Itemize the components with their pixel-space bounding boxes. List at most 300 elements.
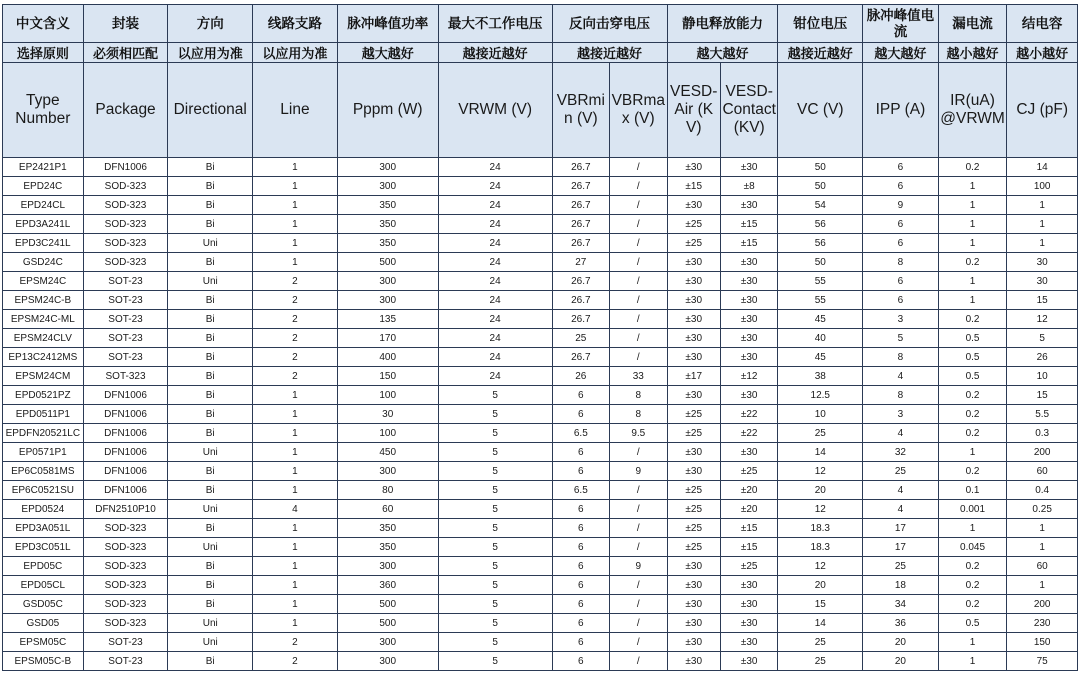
header-cj: CJ (pF) — [1007, 63, 1078, 158]
table-row — [3, 595, 1078, 614]
cell-vrwm: 5 — [438, 462, 552, 481]
cell-vrwm: 5 — [438, 614, 552, 633]
cell-vrwm: 5 — [438, 595, 552, 614]
cell-cj: 5 — [1007, 329, 1078, 348]
cell-vesd-air: ±30 — [667, 576, 720, 595]
cell-vesd-air: ±30 — [667, 386, 720, 405]
cell-vbrmax: / — [610, 500, 667, 519]
cell-ir: 0.2 — [938, 253, 1007, 272]
cell-type-number: EPSM24C-ML — [3, 310, 84, 329]
cell-vbrmax: / — [610, 538, 667, 557]
cell-directional: Bi — [168, 557, 253, 576]
cell-package: SOD-323 — [83, 538, 168, 557]
cell-cj: 1 — [1007, 234, 1078, 253]
cell-vesd-air: ±30 — [667, 595, 720, 614]
header-cn-capacitance: 结电容 — [1007, 5, 1078, 43]
cell-type-number: EPD3A241L — [3, 215, 84, 234]
cell-ipp: 6 — [863, 215, 939, 234]
header-cn-direction: 方向 — [168, 5, 253, 43]
cell-vbrmin: 26 — [552, 367, 609, 386]
cell-ipp: 4 — [863, 481, 939, 500]
cell-cj: 14 — [1007, 158, 1078, 177]
cell-pppm: 300 — [337, 462, 438, 481]
cell-ir: 0.2 — [938, 158, 1007, 177]
cell-pppm: 100 — [337, 386, 438, 405]
cell-package: DFN1006 — [83, 462, 168, 481]
cell-vbrmin: 26.7 — [552, 196, 609, 215]
cell-pppm: 300 — [337, 177, 438, 196]
cell-vrwm: 24 — [438, 196, 552, 215]
cell-package: SOD-323 — [83, 215, 168, 234]
cell-vbrmax: / — [610, 443, 667, 462]
cell-directional: Bi — [168, 481, 253, 500]
cell-vbrmin: 6 — [552, 386, 609, 405]
header-cn-esd-capability: 静电释放能力 — [667, 5, 778, 43]
cell-vc: 25 — [778, 652, 863, 671]
cell-pppm: 350 — [337, 519, 438, 538]
cell-line: 1 — [253, 538, 338, 557]
cell-vesd-contact: ±25 — [720, 462, 777, 481]
cell-ipp: 34 — [863, 595, 939, 614]
header-pppm: Pppm (W) — [337, 63, 438, 158]
cell-vbrmax: 9.5 — [610, 424, 667, 443]
cell-vrwm: 24 — [438, 158, 552, 177]
cell-vbrmax: / — [610, 234, 667, 253]
cell-vc: 12 — [778, 462, 863, 481]
table-row — [3, 557, 1078, 576]
cell-vrwm: 24 — [438, 272, 552, 291]
cell-directional: Bi — [168, 177, 253, 196]
cell-directional: Bi — [168, 519, 253, 538]
cell-vesd-contact: ±30 — [720, 576, 777, 595]
cell-package: DFN2510P10 — [83, 500, 168, 519]
cell-pppm: 450 — [337, 443, 438, 462]
cell-vrwm: 24 — [438, 367, 552, 386]
cell-line: 2 — [253, 291, 338, 310]
cell-vbrmin: 25 — [552, 329, 609, 348]
cell-vbrmax: / — [610, 272, 667, 291]
cell-vbrmin: 27 — [552, 253, 609, 272]
cell-package: SOT-23 — [83, 272, 168, 291]
cell-pppm: 170 — [337, 329, 438, 348]
cell-ir: 1 — [938, 291, 1007, 310]
cell-vc: 50 — [778, 253, 863, 272]
cell-ipp: 8 — [863, 386, 939, 405]
cell-vbrmin: 26.7 — [552, 215, 609, 234]
header-package: Package — [83, 63, 168, 158]
table-row — [3, 481, 1078, 500]
cell-vesd-contact: ±30 — [720, 253, 777, 272]
cell-pppm: 500 — [337, 595, 438, 614]
table-row — [3, 291, 1078, 310]
table-row — [3, 652, 1078, 671]
cell-pppm: 100 — [337, 424, 438, 443]
cell-vrwm: 5 — [438, 519, 552, 538]
cell-vesd-air: ±25 — [667, 519, 720, 538]
cell-ir: 1 — [938, 177, 1007, 196]
cell-ipp: 9 — [863, 196, 939, 215]
cell-vbrmin: 6.5 — [552, 424, 609, 443]
cell-vesd-air: ±30 — [667, 272, 720, 291]
cell-vesd-air: ±30 — [667, 633, 720, 652]
cell-directional: Uni — [168, 443, 253, 462]
cell-vesd-contact: ±30 — [720, 310, 777, 329]
cell-ipp: 5 — [863, 329, 939, 348]
cell-ipp: 6 — [863, 234, 939, 253]
cell-ir: 0.001 — [938, 500, 1007, 519]
cell-vesd-contact: ±20 — [720, 481, 777, 500]
cell-vc: 56 — [778, 215, 863, 234]
cell-line: 1 — [253, 614, 338, 633]
cell-vrwm: 5 — [438, 576, 552, 595]
cell-cj: 10 — [1007, 367, 1078, 386]
cell-directional: Bi — [168, 405, 253, 424]
cell-ir: 1 — [938, 443, 1007, 462]
cell-pppm: 135 — [337, 310, 438, 329]
header-directional: Directional — [168, 63, 253, 158]
header-vbrmax: VBRmax (V) — [610, 63, 667, 158]
header-cn-peak-power: 脉冲峰值功率 — [337, 5, 438, 43]
cell-vc: 55 — [778, 272, 863, 291]
cell-directional: Bi — [168, 367, 253, 386]
cell-package: SOD-323 — [83, 576, 168, 595]
cell-ipp: 17 — [863, 519, 939, 538]
cell-vc: 56 — [778, 234, 863, 253]
cell-package: DFN1006 — [83, 481, 168, 500]
cell-package: SOD-323 — [83, 177, 168, 196]
cell-directional: Uni — [168, 500, 253, 519]
cell-type-number: EPDFN20521LC — [3, 424, 84, 443]
cell-cj: 26 — [1007, 348, 1078, 367]
header-line: Line — [253, 63, 338, 158]
cell-pppm: 350 — [337, 538, 438, 557]
cell-vc: 18.3 — [778, 538, 863, 557]
cell-cj: 15 — [1007, 386, 1078, 405]
header-type-number: Type Number — [3, 63, 84, 158]
principle-esd-capability: 越大越好 — [667, 43, 778, 63]
cell-vesd-air: ±25 — [667, 481, 720, 500]
cell-package: SOT-323 — [83, 367, 168, 386]
tvs-selection-table — [2, 4, 1078, 671]
cell-vbrmin: 26.7 — [552, 272, 609, 291]
cell-ipp: 6 — [863, 177, 939, 196]
cell-package: SOD-323 — [83, 614, 168, 633]
header-ipp: IPP (A) — [863, 63, 939, 158]
table-row — [3, 272, 1078, 291]
cell-vrwm: 5 — [438, 481, 552, 500]
cell-line: 1 — [253, 215, 338, 234]
cell-vbrmax: / — [610, 291, 667, 310]
table-row — [3, 310, 1078, 329]
cell-vbrmin: 6 — [552, 462, 609, 481]
cell-ipp: 4 — [863, 500, 939, 519]
cell-cj: 0.25 — [1007, 500, 1078, 519]
cell-vbrmin: 26.7 — [552, 348, 609, 367]
cell-directional: Uni — [168, 538, 253, 557]
cell-vc: 25 — [778, 633, 863, 652]
cell-vbrmin: 6 — [552, 576, 609, 595]
cell-vc: 45 — [778, 310, 863, 329]
principle-capacitance: 越小越好 — [1007, 43, 1078, 63]
cell-ir: 0.1 — [938, 481, 1007, 500]
cell-cj: 12 — [1007, 310, 1078, 329]
cell-line: 1 — [253, 405, 338, 424]
header-ir: IR(uA) @VRWM — [938, 63, 1007, 158]
cell-line: 1 — [253, 576, 338, 595]
cell-vc: 54 — [778, 196, 863, 215]
table-row — [3, 253, 1078, 272]
cell-vbrmax: / — [610, 158, 667, 177]
cell-ir: 0.5 — [938, 367, 1007, 386]
cell-line: 1 — [253, 481, 338, 500]
cell-cj: 230 — [1007, 614, 1078, 633]
cell-line: 1 — [253, 595, 338, 614]
cell-vesd-contact: ±30 — [720, 595, 777, 614]
cell-type-number: EPD0511P1 — [3, 405, 84, 424]
cell-ipp: 8 — [863, 253, 939, 272]
cell-package: SOD-323 — [83, 234, 168, 253]
cell-pppm: 500 — [337, 614, 438, 633]
cell-directional: Bi — [168, 310, 253, 329]
cell-directional: Bi — [168, 386, 253, 405]
cell-vbrmin: 6 — [552, 595, 609, 614]
cell-directional: Bi — [168, 462, 253, 481]
cell-vesd-contact: ±12 — [720, 367, 777, 386]
cell-directional: Bi — [168, 215, 253, 234]
cell-vbrmax: / — [610, 348, 667, 367]
cell-line: 2 — [253, 329, 338, 348]
cell-package: DFN1006 — [83, 158, 168, 177]
english-header-row — [3, 63, 1078, 158]
cell-vesd-contact: ±15 — [720, 234, 777, 253]
cell-ir: 1 — [938, 234, 1007, 253]
cell-vbrmax: / — [610, 215, 667, 234]
cell-line: 1 — [253, 386, 338, 405]
table-row — [3, 462, 1078, 481]
cell-pppm: 300 — [337, 557, 438, 576]
cell-vesd-contact: ±30 — [720, 652, 777, 671]
cell-cj: 100 — [1007, 177, 1078, 196]
cell-vbrmin: 26.7 — [552, 310, 609, 329]
cell-vc: 10 — [778, 405, 863, 424]
header-cn-package: 封装 — [83, 5, 168, 43]
cell-ipp: 25 — [863, 462, 939, 481]
cell-pppm: 150 — [337, 367, 438, 386]
cell-ir: 1 — [938, 272, 1007, 291]
cell-vc: 38 — [778, 367, 863, 386]
cell-package: DFN1006 — [83, 386, 168, 405]
cell-pppm: 300 — [337, 272, 438, 291]
cell-cj: 1 — [1007, 519, 1078, 538]
header-vc: VC (V) — [778, 63, 863, 158]
header-cn-standoff-voltage: 最大不工作电压 — [438, 5, 552, 43]
table-row — [3, 443, 1078, 462]
cell-vc: 55 — [778, 291, 863, 310]
cell-package: SOT-23 — [83, 329, 168, 348]
cell-vesd-air: ±17 — [667, 367, 720, 386]
cell-vbrmin: 6 — [552, 538, 609, 557]
cell-vbrmax: / — [610, 177, 667, 196]
cell-directional: Bi — [168, 158, 253, 177]
cell-vesd-contact: ±20 — [720, 500, 777, 519]
table-row — [3, 424, 1078, 443]
cell-vbrmax: / — [610, 614, 667, 633]
cell-vesd-air: ±30 — [667, 614, 720, 633]
cell-pppm: 500 — [337, 253, 438, 272]
cell-ipp: 3 — [863, 405, 939, 424]
header-vesd-contact: VESD-Contact (KV) — [720, 63, 777, 158]
cell-vc: 45 — [778, 348, 863, 367]
cell-vrwm: 24 — [438, 234, 552, 253]
header-cn-leakage: 漏电流 — [938, 5, 1007, 43]
cell-vc: 50 — [778, 177, 863, 196]
table-row — [3, 576, 1078, 595]
cell-type-number: EPD24C — [3, 177, 84, 196]
cell-package: SOD-323 — [83, 519, 168, 538]
cell-vesd-air: ±30 — [667, 310, 720, 329]
cell-vesd-contact: ±30 — [720, 386, 777, 405]
cell-cj: 0.4 — [1007, 481, 1078, 500]
cell-type-number: EPD0521PZ — [3, 386, 84, 405]
cell-package: SOT-23 — [83, 310, 168, 329]
cell-vbrmin: 26.7 — [552, 158, 609, 177]
principle-leakage: 越小越好 — [938, 43, 1007, 63]
cell-vbrmax: / — [610, 196, 667, 215]
cell-type-number: EPD0524 — [3, 500, 84, 519]
cell-ipp: 25 — [863, 557, 939, 576]
cell-line: 1 — [253, 519, 338, 538]
cell-ir: 0.5 — [938, 348, 1007, 367]
cell-ir: 0.2 — [938, 557, 1007, 576]
cell-vbrmin: 6.5 — [552, 481, 609, 500]
cell-vesd-contact: ±30 — [720, 158, 777, 177]
cell-directional: Bi — [168, 329, 253, 348]
cell-type-number: EP6C0581MS — [3, 462, 84, 481]
cell-vbrmin: 26.7 — [552, 177, 609, 196]
cell-pppm: 300 — [337, 158, 438, 177]
cell-ir: 0.2 — [938, 405, 1007, 424]
cell-vrwm: 24 — [438, 310, 552, 329]
cell-vesd-contact: ±30 — [720, 348, 777, 367]
cell-vesd-air: ±25 — [667, 500, 720, 519]
table-row — [3, 519, 1078, 538]
cell-ipp: 4 — [863, 367, 939, 386]
principle-label: 选择原则 — [3, 43, 84, 63]
cell-cj: 60 — [1007, 557, 1078, 576]
cell-vbrmax: 9 — [610, 557, 667, 576]
cell-vc: 15 — [778, 595, 863, 614]
cell-vesd-contact: ±30 — [720, 272, 777, 291]
cell-ir: 0.045 — [938, 538, 1007, 557]
cell-vbrmin: 26.7 — [552, 234, 609, 253]
cell-line: 1 — [253, 253, 338, 272]
principle-direction: 以应用为准 — [168, 43, 253, 63]
cell-ir: 1 — [938, 196, 1007, 215]
cell-vbrmax: 33 — [610, 367, 667, 386]
cell-line: 2 — [253, 348, 338, 367]
header-vbrmin: VBRmin (V) — [552, 63, 609, 158]
cell-vesd-air: ±30 — [667, 291, 720, 310]
cell-vesd-air: ±15 — [667, 177, 720, 196]
cell-vbrmin: 6 — [552, 614, 609, 633]
cell-type-number: EPSM24CLV — [3, 329, 84, 348]
cell-line: 2 — [253, 633, 338, 652]
cell-cj: 5.5 — [1007, 405, 1078, 424]
cell-line: 1 — [253, 196, 338, 215]
cell-cj: 0.3 — [1007, 424, 1078, 443]
cell-ir: 0.2 — [938, 386, 1007, 405]
cell-vrwm: 5 — [438, 500, 552, 519]
cell-line: 1 — [253, 443, 338, 462]
cell-ir: 0.5 — [938, 614, 1007, 633]
cell-ir: 1 — [938, 519, 1007, 538]
cell-vesd-contact: ±30 — [720, 443, 777, 462]
cell-type-number: EPD3C051L — [3, 538, 84, 557]
cell-ipp: 17 — [863, 538, 939, 557]
cell-cj: 1 — [1007, 576, 1078, 595]
cell-vc: 12 — [778, 557, 863, 576]
cell-vrwm: 24 — [438, 348, 552, 367]
cell-vrwm: 5 — [438, 443, 552, 462]
cell-line: 2 — [253, 310, 338, 329]
cell-cj: 200 — [1007, 595, 1078, 614]
cell-vbrmax: / — [610, 481, 667, 500]
cell-vbrmax: / — [610, 253, 667, 272]
cell-line: 1 — [253, 557, 338, 576]
cell-package: SOT-23 — [83, 348, 168, 367]
cell-vesd-contact: ±22 — [720, 405, 777, 424]
cell-ipp: 36 — [863, 614, 939, 633]
cell-pppm: 350 — [337, 234, 438, 253]
cell-pppm: 300 — [337, 652, 438, 671]
cell-vesd-air: ±25 — [667, 424, 720, 443]
table-row — [3, 158, 1078, 177]
cell-line: 2 — [253, 367, 338, 386]
table-row — [3, 405, 1078, 424]
cell-directional: Bi — [168, 424, 253, 443]
cell-vrwm: 5 — [438, 424, 552, 443]
cell-vrwm: 24 — [438, 329, 552, 348]
cell-vbrmax: / — [610, 310, 667, 329]
cell-vbrmax: / — [610, 633, 667, 652]
cell-type-number: EP0571P1 — [3, 443, 84, 462]
cell-pppm: 300 — [337, 633, 438, 652]
cell-line: 1 — [253, 462, 338, 481]
cell-directional: Bi — [168, 348, 253, 367]
cell-ipp: 18 — [863, 576, 939, 595]
cell-ir: 0.2 — [938, 310, 1007, 329]
cell-cj: 1 — [1007, 538, 1078, 557]
table-row — [3, 633, 1078, 652]
cell-ipp: 8 — [863, 348, 939, 367]
principle-peak-power: 越大越好 — [337, 43, 438, 63]
cell-vesd-contact: ±8 — [720, 177, 777, 196]
cell-vesd-air: ±30 — [667, 196, 720, 215]
principle-clamping-voltage: 越接近越好 — [778, 43, 863, 63]
principle-peak-current: 越大越好 — [863, 43, 939, 63]
cell-vesd-air: ±30 — [667, 443, 720, 462]
cell-vesd-contact: ±15 — [720, 538, 777, 557]
cell-vrwm: 5 — [438, 633, 552, 652]
cell-ipp: 6 — [863, 291, 939, 310]
cell-cj: 1 — [1007, 196, 1078, 215]
cell-directional: Bi — [168, 291, 253, 310]
cell-vrwm: 5 — [438, 557, 552, 576]
cell-line: 1 — [253, 177, 338, 196]
cell-vbrmin: 6 — [552, 557, 609, 576]
cell-ir: 0.2 — [938, 595, 1007, 614]
table-row — [3, 614, 1078, 633]
